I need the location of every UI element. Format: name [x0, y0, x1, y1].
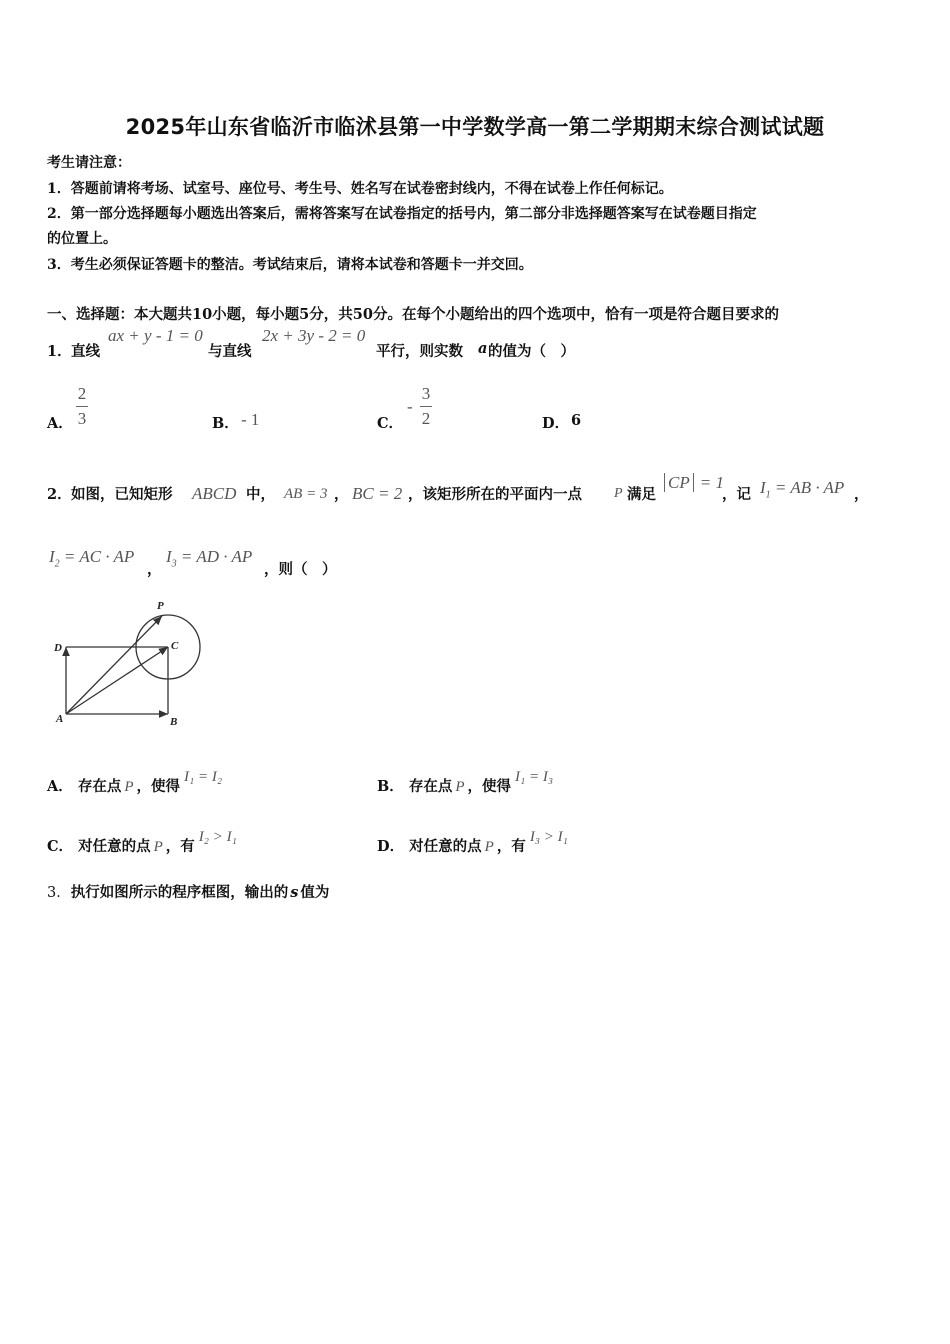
i1-sub: 1	[765, 489, 771, 501]
vector-ac	[66, 647, 168, 714]
question-2-option-d[interactable]	[377, 829, 568, 856]
question-2-comma: ，	[334, 486, 349, 503]
fraction-bar	[420, 406, 432, 407]
label-b: B	[170, 716, 178, 728]
question-2-text-3: ，该矩形所在的平面内一点	[408, 486, 582, 503]
option-point: P	[153, 839, 163, 855]
question-2-rectangle-name: ABCD	[192, 484, 237, 503]
i1-rhs: = AB · AP	[774, 478, 845, 497]
option-text-2: ，有	[165, 838, 195, 855]
question-3-number: 3．	[47, 885, 71, 901]
i3-rhs: = AD · AP	[180, 547, 253, 566]
fraction-bar	[76, 406, 88, 407]
label-d: D	[54, 642, 62, 654]
question-2-option-b[interactable]	[377, 769, 554, 796]
question-1-text-2: 与直线	[208, 343, 252, 360]
question-2-text-4: 满足	[627, 486, 656, 503]
question-1-number: 1．	[47, 343, 72, 360]
question-1-text-4: 的值为（ ）	[488, 343, 575, 360]
question-1-option-a-fraction	[76, 384, 88, 429]
cp-abs: CP	[664, 473, 694, 492]
option-label: B．	[377, 778, 404, 795]
i3-sub: 3	[171, 558, 177, 570]
question-2-text-1: 如图，已知矩形	[71, 486, 173, 503]
question-1-option-b-value: - 1	[241, 410, 260, 429]
option-relation: I₁ = I₂	[184, 769, 223, 785]
question-3-text-2: 值为	[300, 884, 330, 901]
question-3-variable: s	[290, 884, 299, 901]
question-3-text-1: 执行如图所示的程序框图，输出的	[70, 884, 289, 901]
option-relation: I₃ > I₁	[529, 829, 568, 845]
question-2-point-p: P	[614, 486, 623, 501]
option-point: P	[455, 779, 465, 795]
option-text-2: ，使得	[136, 778, 180, 795]
option-label: A．	[47, 778, 73, 795]
option-label: C．	[47, 838, 74, 855]
question-2-ab: AB = 3	[284, 486, 328, 502]
question-1-equation-2: 2x + 3y - 2 = 0	[262, 326, 366, 345]
i3-symbol: I	[166, 547, 172, 566]
option-relation: I₁ = I₃	[515, 769, 554, 785]
question-1-option-d-value: 6	[571, 412, 582, 429]
question-2-option-a[interactable]	[47, 769, 223, 796]
question-1-option-b-label[interactable]: B．	[212, 415, 239, 432]
option-text: 对任意的点	[78, 838, 151, 855]
fraction-denominator: 3	[77, 409, 87, 428]
i2-sub: 2	[54, 558, 60, 570]
fraction-numerator: 3	[421, 384, 431, 403]
question-2-comma-2: ，	[854, 486, 869, 503]
question-2-figure	[44, 596, 214, 732]
question-2-option-c[interactable]	[47, 829, 237, 856]
question-2-number: 2．	[47, 486, 72, 503]
question-1-text-1: 直线	[71, 343, 100, 360]
option-point: P	[484, 839, 494, 855]
question-2-i1-def	[760, 478, 844, 500]
question-2-cp-norm	[664, 473, 724, 493]
option-label: D．	[377, 838, 405, 855]
question-1-variable: a	[478, 340, 488, 357]
notice-item-2: 2．第一部分选择题每小题选出答案后，需将答案写在试卷指定的括号内，第二部分非选择题答案写在试卷题目指定	[47, 206, 757, 222]
option-text: 对任意的点	[409, 838, 482, 855]
question-2-i3-def	[166, 547, 252, 569]
label-a: A	[56, 713, 64, 725]
option-text-2: ，有	[496, 838, 526, 855]
question-1-option-c-fraction	[420, 384, 432, 429]
question-1-option-c-label[interactable]: C．	[377, 415, 404, 432]
i1-symbol: I	[760, 478, 766, 497]
notice-item-3: 3．考生必须保证答题卡的整洁。考试结束后，请将本试卷和答题卡一并交回。	[47, 257, 533, 273]
question-1-equation-1: ax + y - 1 = 0	[108, 326, 203, 345]
option-relation: I₂ > I₁	[198, 829, 237, 845]
vector-ap	[66, 616, 162, 714]
section-heading: 一、选择题：本大题共10小题，每小题5分，共50分。在每个小题给出的四个选项中，恰有一项是符合题目要求的	[47, 306, 779, 323]
question-2-text-2: 中，	[246, 486, 275, 503]
i2-rhs: = AC · AP	[63, 547, 135, 566]
question-2-i2-def	[49, 547, 134, 569]
option-text: 存在点	[77, 778, 122, 795]
i2-symbol: I	[49, 547, 55, 566]
question-1-text-3: 平行，则实数	[376, 343, 463, 360]
question-2-bc: BC = 2	[352, 484, 403, 503]
option-point: P	[124, 779, 134, 795]
option-text-2: ，使得	[467, 778, 511, 795]
page-title: 2025年山东省临沂市临沭县第一中学数学高一第二学期期末综合测试试题	[125, 115, 825, 139]
notice-item-2-cont: 的位置上。	[47, 231, 117, 247]
question-1-option-a-label[interactable]: A．	[47, 415, 73, 432]
notice-item-1: 1．答题前请将考场、试室号、座位号、考生号、姓名写在试卷密封线内，不得在试卷上作任何标记。	[47, 181, 673, 197]
question-2-comma-3: ，	[147, 561, 162, 578]
question-1-option-c-sign: -	[407, 397, 413, 416]
question-1-option-d-label[interactable]: D．	[542, 415, 570, 432]
question-3	[47, 881, 329, 902]
fraction-numerator: 2	[77, 384, 87, 403]
question-2-text-5: ，记	[722, 486, 751, 503]
cp-value: = 1	[699, 473, 724, 492]
label-c: C	[171, 640, 179, 652]
question-2-text-6: ，则（ ）	[264, 561, 337, 578]
notice-heading: 考生请注意：	[47, 155, 131, 171]
option-text: 存在点	[408, 778, 453, 795]
fraction-denominator: 2	[421, 409, 431, 428]
label-p: P	[157, 600, 164, 612]
